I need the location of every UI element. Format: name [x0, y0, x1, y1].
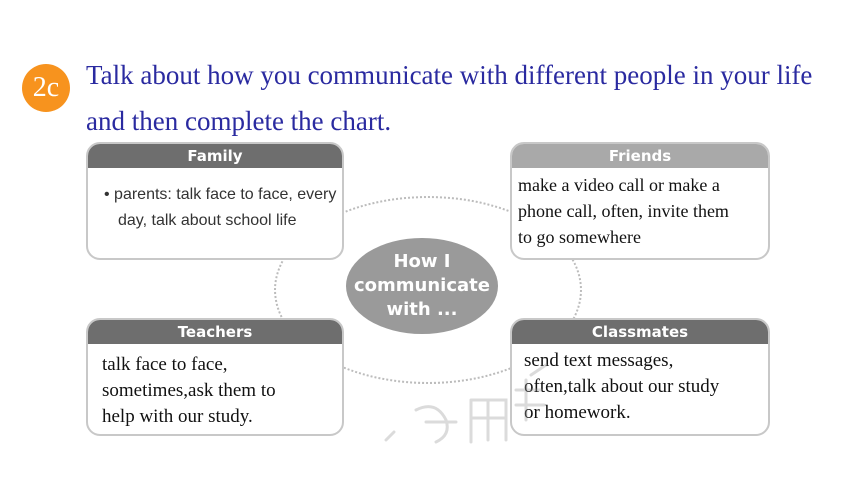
teachers-card-body	[88, 344, 342, 430]
friends-line-3: to go somewhere	[518, 227, 641, 247]
exercise-badge: 2c	[22, 64, 70, 112]
classmates-line-2: often,talk about our study	[524, 376, 720, 397]
friends-line-1: make a video call or make a	[518, 175, 720, 195]
center-bubble	[346, 238, 498, 334]
classmates-line-3: or homework.	[524, 402, 631, 423]
teachers-card	[86, 318, 344, 436]
family-line-2: day, talk about school life	[118, 212, 297, 229]
friends-line-2: phone call, often, invite them	[518, 201, 729, 221]
watermark-graphic	[376, 360, 576, 450]
center-line-2: communicate	[354, 275, 490, 296]
teachers-line-1: talk face to face,	[102, 354, 228, 375]
family-line-1: • parents: talk face to face, every	[104, 186, 337, 203]
teachers-line-2: sometimes,ask them to	[102, 380, 276, 401]
instruction-text: Talk about how you communicate with different people in your life and then complete the chart.	[86, 60, 813, 136]
classmates-line-1: send text messages,	[524, 350, 674, 371]
friends-card-body	[512, 168, 768, 250]
center-line-1: How I	[393, 251, 451, 272]
center-line-3: with ...	[386, 299, 458, 320]
friends-card	[510, 142, 770, 260]
teachers-card-title: Teachers	[88, 320, 342, 344]
family-card-body	[88, 168, 342, 234]
teachers-line-3: help with our study.	[102, 406, 253, 427]
family-card-title: Family	[88, 144, 342, 168]
classmates-card-title: Classmates	[512, 320, 768, 344]
family-card	[86, 142, 344, 260]
friends-card-title: Friends	[512, 144, 768, 168]
